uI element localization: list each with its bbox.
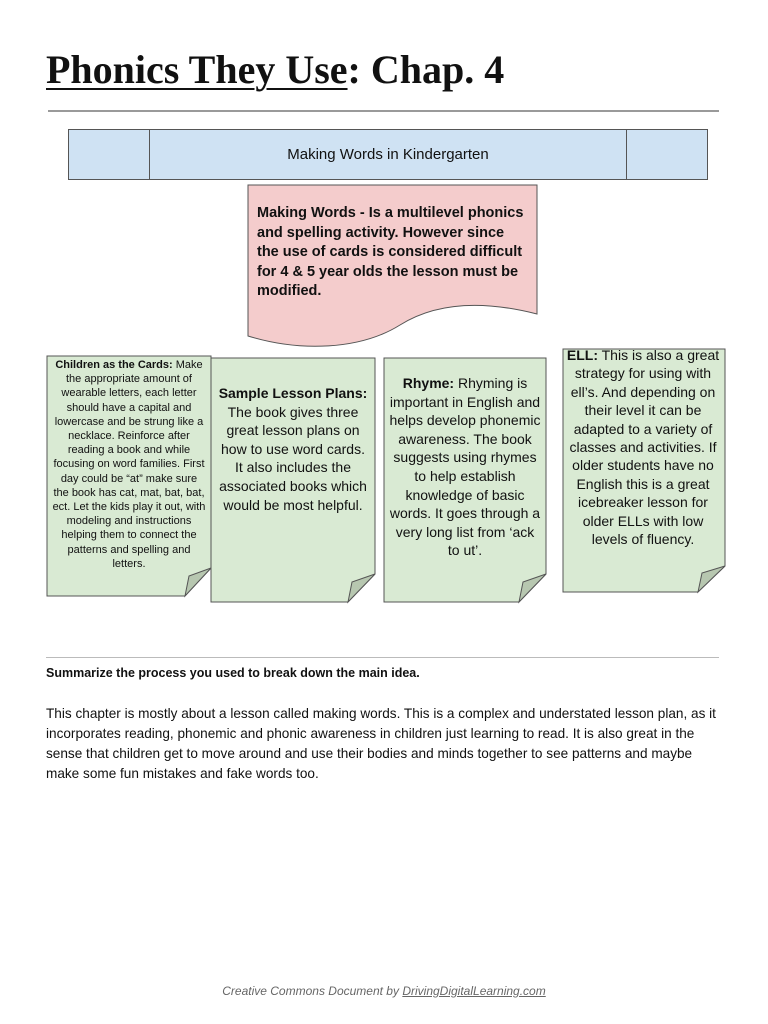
- card-children-as-cards: [52, 358, 206, 571]
- title-underlined: Phonics They Use: [46, 47, 348, 92]
- card-3-body: Rhyming is important in English and helps develop phonemic awareness. The book suggests using rhymes to help establish knowledge of basic words. It goes through a very long list from ‘ack to ut’.: [389, 375, 541, 559]
- card-1-body: Make the appropriate amount of wearable letters, each letter should have a capital and lowercase and be strung like a necklace. Reinforce after reading a book and while focusing on word families. First day could be “at” make sure the book has cat, mat, bat, bat, ect. Let the kids play it out, with modeling and instructions helping them to connect the patterns and spelling and letters.: [52, 359, 206, 570]
- summary-question: Summarize the process you used to break down the main idea.: [46, 666, 420, 680]
- card-sample-lesson-plans: [218, 384, 368, 514]
- footer-credit: Creative Commons Document by: [222, 984, 403, 998]
- card-ell: [566, 346, 720, 548]
- summary-divider: [46, 657, 719, 658]
- banner-label: Making Words in Kindergarten: [287, 146, 489, 163]
- card-4-lead: ELL:: [566, 347, 598, 363]
- card-4-body: This is also a great strategy for using with ell’s. And depending on their level it can be adapted to a variety of classes and activities. If older students have no English this is a great icebreaker lesson for older ELLs with low levels of fluency.: [569, 347, 720, 548]
- card-1-lead: Children as the Cards:: [55, 359, 173, 371]
- summary-answer: This chapter is mostly about a lesson called making words. This is a complex and understated lesson plan, as it incorporates reading, phonemic and phonic awareness in children just learning to read. It is also great in the sense that children get to move around and use their bodies and minds together to see patterns and maybe make some fun mistakes and fake words too.: [46, 706, 716, 781]
- card-2-lead: Sample Lesson Plans:: [218, 385, 368, 401]
- title-chapter: : Chap. 4: [347, 47, 505, 92]
- card-2-body: The book gives three great lesson plans on how to use word cards. It also includes the associated books which would be most helpful.: [219, 403, 367, 513]
- footer: [0, 984, 768, 998]
- card-3-lead: Rhyme:: [402, 375, 455, 391]
- intro-text: Making Words - Is a multilevel phonics and spelling activity. However since the use of cards is considered difficult for 4 & 5 year olds the lesson must be modified.: [257, 205, 524, 299]
- footer-link[interactable]: DrivingDigitalLearning.com: [402, 984, 546, 998]
- card-rhyme: [388, 374, 542, 560]
